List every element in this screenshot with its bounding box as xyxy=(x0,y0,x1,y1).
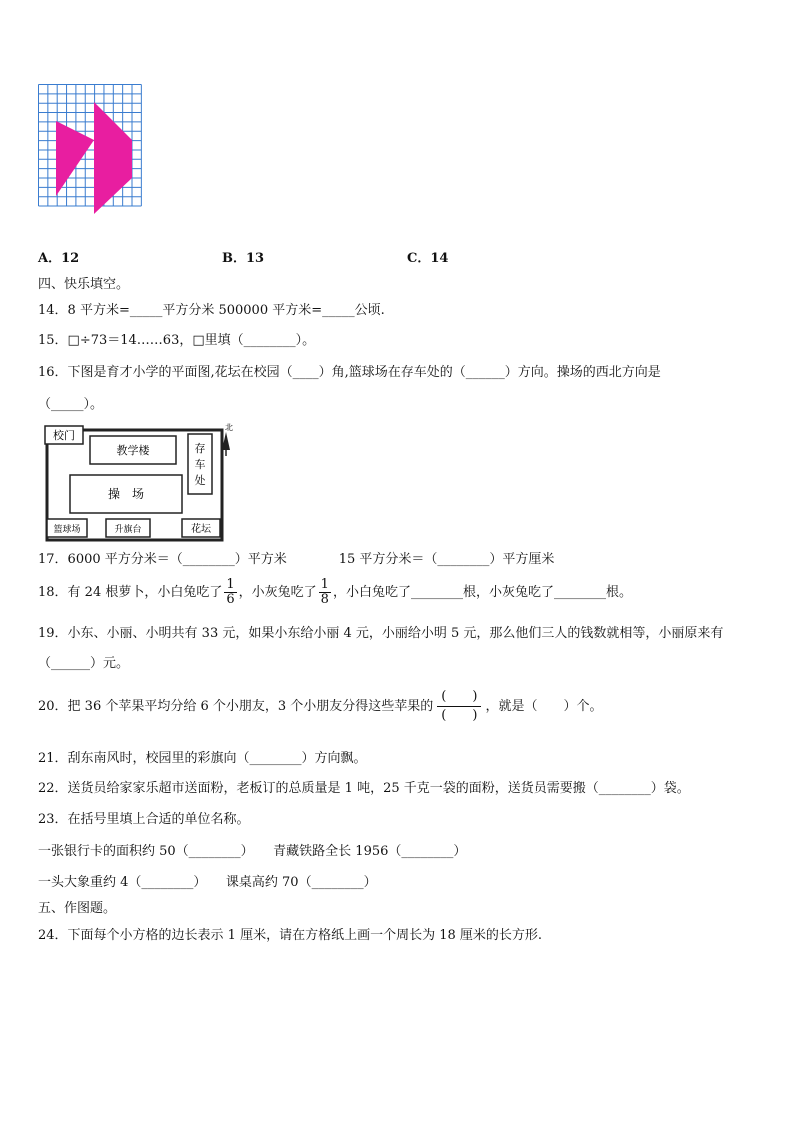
map-playground-label: 操 场 xyxy=(107,487,145,501)
arrow-shape-left xyxy=(56,121,94,196)
map-gate-label: 校门 xyxy=(53,429,75,442)
map-basketball-label: 篮球场 xyxy=(53,525,81,535)
map-flag-platform-label: 升旗台 xyxy=(114,525,142,535)
question-14: 14．8 平方米=_____平方分米 500000 平方米=_____公顷. xyxy=(38,303,385,318)
section-4-title: 四、快乐填空。 xyxy=(38,277,130,292)
option-a: A．12 xyxy=(38,251,80,266)
map-north-label: 北 xyxy=(225,423,233,432)
blank-fraction: ( ) ( ) xyxy=(437,688,481,725)
section-5-title: 五、作图题。 xyxy=(38,901,117,916)
q18-text-3: ，小白兔吃了________根，小灰兔吃了________根。 xyxy=(332,585,632,600)
question-19-line1: 19．小东、小丽、小明共有 33 元，如果小东给小丽 4 元，小丽给小明 5 元，那么他们三人的钱数就相等，小丽原来有 xyxy=(38,626,724,641)
q20-text-2: ，就是（ ）个。 xyxy=(485,699,603,714)
question-22: 22．送货员给家家乐超市送面粉，老板订的总质量是 1 吨，25 千克一袋的面粉，送货员需要搬（________）袋。 xyxy=(38,781,690,796)
question-19-line2: （______）元。 xyxy=(38,656,130,671)
option-b: B．13 xyxy=(222,251,265,266)
grid-figure xyxy=(38,84,151,232)
option-c: C．14 xyxy=(407,251,449,266)
map-teaching-building-label: 教学楼 xyxy=(116,444,150,457)
q18-text-1: 18．有 24 根萝卜，小白兔吃了 xyxy=(38,585,223,600)
question-16-line2: （_____）。 xyxy=(38,397,104,412)
question-15: 15．□÷73＝14……63，□里填（________）。 xyxy=(38,333,316,348)
q18-text-2: ，小灰兔吃了 xyxy=(238,585,317,600)
question-16-line1: 16．下图是育才小学的平面图,花坛在校园（____）角,篮球场在存车处的（______）方向。操场的西北方向是 xyxy=(38,365,661,380)
question-18 xyxy=(38,578,632,607)
question-23-line1: 一张银行卡的面积约 50（________） 青藏铁路全长 1956（________） xyxy=(38,844,467,859)
school-map xyxy=(42,420,242,542)
question-23-line2: 一头大象重约 4（________） 课桌高约 70（________） xyxy=(38,875,377,890)
question-24: 24．下面每个小方格的边长表示 1 厘米，请在方格纸上画一个周长为 18 厘米的长方形. xyxy=(38,928,543,943)
question-17: 17．6000 平方分米＝（________）平方米 15 平方分米＝（________）平方厘米 xyxy=(38,552,555,567)
question-21: 21．刮东南风时，校园里的彩旗向（________）方向飘。 xyxy=(38,751,367,766)
map-bike-parking-label-1: 存车处 xyxy=(194,442,206,487)
question-20 xyxy=(38,688,602,725)
map-flower-bed-label: 花坛 xyxy=(191,524,211,535)
fraction-one-sixth: $\frac{1}{6}$ xyxy=(226,577,235,607)
fraction-one-eighth: $\frac{1}{8}$ xyxy=(320,577,329,607)
q20-text-1: 20．把 36 个苹果平均分给 6 个小朋友，3 个小朋友分得这些苹果的 xyxy=(38,699,434,714)
question-23: 23．在括号里填上合适的单位名称。 xyxy=(38,812,250,827)
